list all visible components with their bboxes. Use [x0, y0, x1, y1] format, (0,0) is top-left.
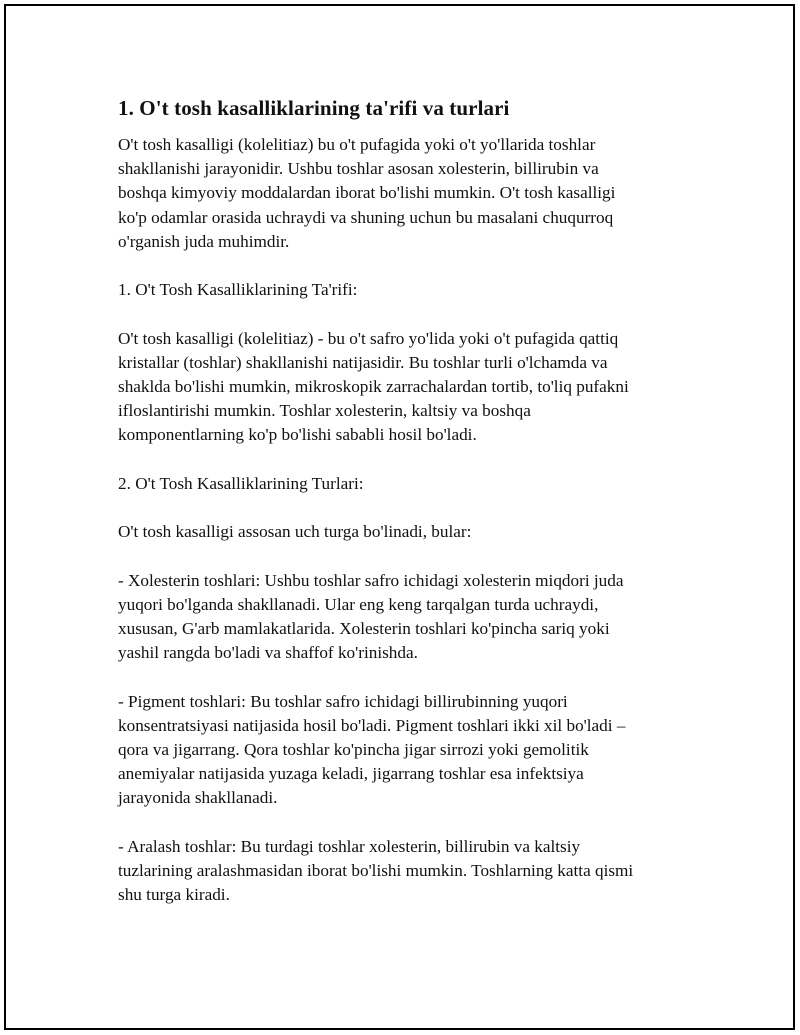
paragraph-intro: O't tosh kasalligi (kolelitiaz) bu o't pufagida yoki o't yo'llarida toshlar shakllanishi jarayonidir. Ushbu toshlar asosan xolesterin, billirubin va boshqa kimyoviy moddalardan iborat bo'lishi mumkin. O't tosh kasalligi ko'p odamlar orasida uchraydi va shuning uchun bu masalani chuqurroq o'rganish juda muhimdir.	[118, 135, 616, 251]
paragraph-definition: O't tosh kasalligi (kolelitiaz) - bu o't safro yo'lida yoki o't pufagida qattiq kristallar (toshlar) shakllanishi natijasidir. Bu toshlar turli o'lchamda va shaklda bo'lishi mumkin, mikroskopik zarrachalardan tortib, to'liq pufakni ifloslantirishi mumkin. Toshlar xolesterin, kaltsiy va boshqa komponentlarning ko'p bo'lishi sababli hosil bo'ladi.	[118, 328, 629, 445]
section-heading-types: 2. O't Tosh Kasalliklarining Turlari:	[118, 473, 364, 493]
list-item-cholesterol-stones: - Xolesterin toshlari: Ushbu toshlar safro ichidagi xolesterin miqdori juda yuqori bo'lganda shakllanadi. Ular eng keng tarqalgan turda uchraydi, xususan, G'arb mamlakatlarida. Xolesterin toshlari ko'pincha sariq yoki yashil rangda bo'ladi va shaffof ko'rinishda.	[118, 570, 624, 663]
paragraph-types-intro: O't tosh kasalligi assosan uch turga bo'linadi, bular:	[118, 522, 472, 542]
list-item-pigment-stones: - Pigment toshlari: Bu toshlar safro ichidagi billirubinning yuqori konsentratsiyasi natijasida hosil bo'ladi. Pigment toshlari ikki xil bo'ladi – qora va jigarrang. Qora toshlar ko'pincha jigar sirrozi yoki gemolitik anemiyalar natijasida yuzaga keladi, jigarrang toshlar esa infektsiya jarayonida shakllanadi.	[118, 691, 626, 808]
document-body	[118, 95, 688, 907]
list-item-mixed-stones: - Aralash toshlar: Bu turdagi toshlar xolesterin, billirubin va kaltsiy tuzlarining aralashmasidan iborat bo'lishi mumkin. Toshlarning katta qismi shu turga kiradi.	[118, 836, 634, 905]
section-heading-definition: 1. O't Tosh Kasalliklarining Ta'rifi:	[118, 280, 358, 300]
document-heading: 1. O't tosh kasalliklarining ta'rifi va turlari	[118, 96, 510, 120]
